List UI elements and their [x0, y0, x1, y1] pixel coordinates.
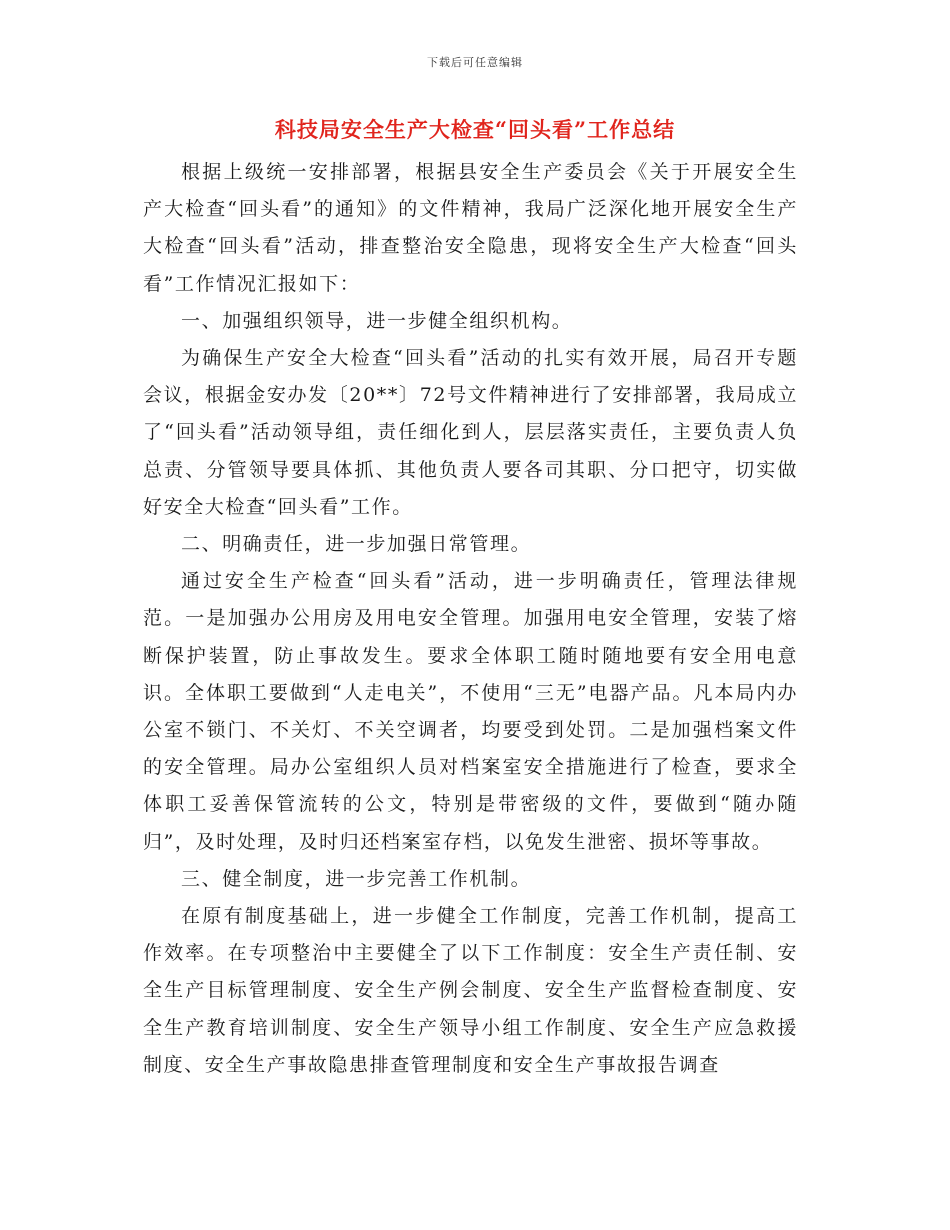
document-title: 科技局安全生产大检查“回头看”工作总结: [274, 117, 676, 142]
document-body: [143, 154, 798, 1084]
header-note: 下载后可任意编辑: [427, 56, 523, 69]
section-heading-2: 二、明确责任，进一步加强日常管理。: [181, 533, 532, 556]
paragraph-section-3: 在原有制度基础上，进一步健全工作制度，完善工作机制，提高工作效率。在专项整治中主要健全了以下工作制度：安全生产责任制、安全生产目标管理制度、安全生产例会制度、安全生产监督检查制度、安全生产教育培训制度、安全生产领导小组工作制度、安全生产应急救援制度、安全生产事故隐患排查管理制度和安全生产事故报告调查: [143, 905, 798, 1076]
paragraph-section-2: 通过安全生产检查“回头看”活动，进一步明确责任，管理法律规范。一是加强办公用房及用电安全管理。加强用电安全管理，安装了熔断保护装置，防止事故发生。要求全体职工随时随地要有安全用电意识。全体职工要做到“人走电关”，不使用“三无”电器产品。凡本局内办公室不锁门、不关灯、不关空调者，均要受到处罚。二是加强档案文件的安全管理。局办公室组织人员对档案室安全措施进行了检查，要求全体职工妥善保管流转的公文，特别是带密级的文件，要做到“随办随归”，及时处理，及时归还档案室存档，以免发生泄密、损坏等事故。: [143, 570, 798, 853]
section-heading-3: 三、健全制度，进一步完善工作机制。: [181, 867, 532, 890]
section-heading-1: 一、加强组织领导，进一步健全组织机构。: [181, 309, 573, 332]
paragraph-intro: 根据上级统一安排部署，根据县安全生产委员会《关于开展安全生产大检查“回头看”的通知》的文件精神，我局广泛深化地开展安全生产大检查“回头看”活动，排查整治安全隐患，现将安全生产大检查“回头看”工作情况汇报如下：: [143, 161, 798, 295]
paragraph-section-1: 为确保生产安全大检查“回头看”活动的扎实有效开展，局召开专题会议，根据金安办发〔20**〕72号文件精神进行了安排部署，我局成立了“回头看”活动领导组，责任细化到人，层层落实责任，主要负责人负总责、分管领导要具体抓、其他负责人要各司其职、分口把守，切实做好安全大检查“回头看”工作。: [143, 347, 798, 518]
